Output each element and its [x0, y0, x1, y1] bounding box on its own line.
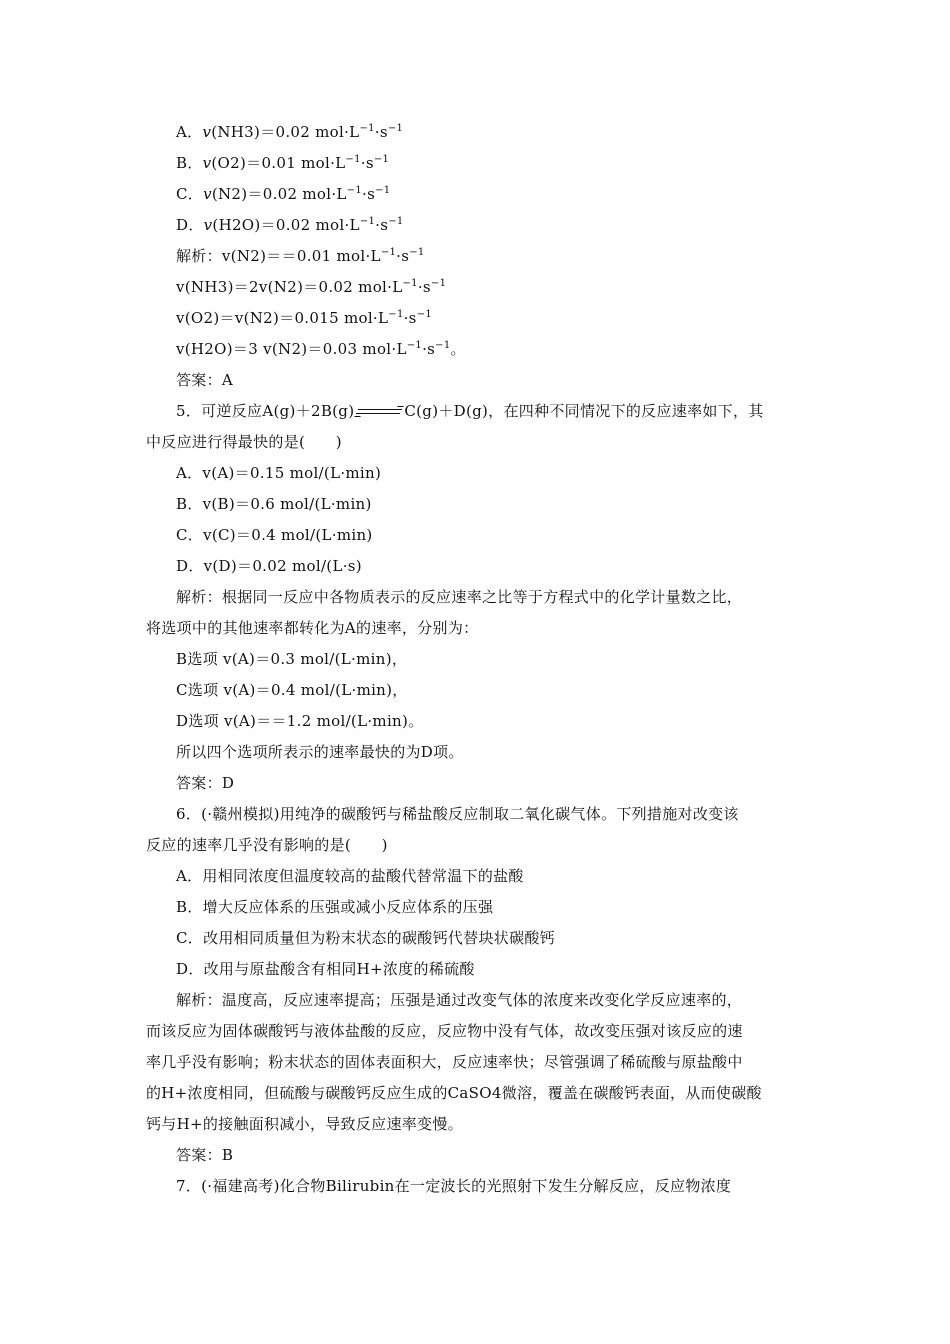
q6-analysis-continued: 的H+浓度相同，但硫酸与碳酸钙反应生成的CaSO4微溶，覆盖在碳酸钙表面，从而使碳酸 [146, 1084, 762, 1102]
q4-analysis-line: v(NH3)＝2v(N2)＝0.02 $mol\cdot L^{-1}\cdot s^{-1}$ [176, 278, 447, 296]
q6-option-d: D．改用与原盐酸含有相同H+浓度的稀硫酸 [176, 960, 475, 978]
q6-stem: 6．(·赣州模拟)用纯净的碳酸钙与稀盐酸反应制取二氧化碳气体。下列措施对改变该 [176, 805, 739, 823]
q5-option-b: B．v(B)＝0.6 mol/(L·min) [176, 495, 372, 513]
q4-option-d: D．v(H2O)＝0.02 $mol\cdot L^{-1}\cdot s^{-1}$ [176, 216, 404, 234]
q5-answer: 答案：D [176, 774, 235, 792]
q4-analysis-line: 解析：v(N2)＝＝0.01 $mol\cdot L^{-1}\cdot s^{-1}$ [176, 247, 425, 265]
q4-option-a: A．v(NH3)＝0.02 $mol\cdot L^{-1}\cdot s^{-1}$ [176, 123, 404, 141]
q5-stem: 5．可逆反应A(g)＋2B(g) C(g)＋D(g)，在四种不同情况下的反应速率如下，其 [176, 402, 764, 420]
q5-option-c: C．v(C)＝0.4 mol/(L·min) [176, 526, 373, 544]
q6-analysis-continued: 率几乎没有影响；粉末状态的固体表面积大，反应速率快；尽管强调了稀硫酸与原盐酸中 [146, 1053, 743, 1071]
q5-conclusion: 所以四个选项所表示的速率最快的为D项。 [176, 743, 464, 761]
q5-option-a: A．v(A)＝0.15 mol/(L·min) [176, 464, 382, 482]
q5-conversion-c: C选项 v(A)＝0.4 mol/(L·min)， [176, 681, 408, 699]
q4-analysis-line: v(O2)＝v(N2)＝0.015 $mol\cdot L^{-1}\cdot s^{-1}$ [176, 309, 433, 327]
q6-answer: 答案：B [176, 1146, 234, 1164]
q7-stem: 7．(·福建高考)化合物Bilirubin在一定波长的光照射下发生分解反应，反应物浓度 [176, 1177, 732, 1195]
q5-stem-continued: 中反应进行得最快的是( ) [146, 433, 342, 451]
q6-analysis-continued: 钙与H+的接触面积减小，导致反应速率变慢。 [146, 1115, 463, 1133]
q6-option-b: B．增大反应体系的压强或减小反应体系的压强 [176, 898, 494, 916]
q5-conversion-b: B选项 v(A)＝0.3 mol/(L·min)， [176, 650, 408, 668]
q6-analysis-continued: 而该反应为固体碳酸钙与液体盐酸的反应，反应物中没有气体，故改变压强对该反应的速 [146, 1022, 743, 1040]
q6-analysis: 解析：温度高，反应速率提高；压强是通过改变气体的浓度来改变化学反应速率的， [176, 991, 743, 1009]
q4-analysis-line: v(H2O)＝3 v(N2)＝0.03 $mol\cdot L^{-1}\cdot s^{-1}$。 [176, 340, 466, 358]
q6-option-a: A．用相同浓度但温度较高的盐酸代替常温下的盐酸 [176, 867, 524, 885]
q5-conversion-d: D选项 v(A)＝＝1.2 mol/(L·min)。 [176, 712, 424, 730]
q4-option-c: C．v(N2)＝0.02 $mol\cdot L^{-1}\cdot s^{-1}$ [176, 185, 391, 203]
q5-analysis-continued: 将选项中的其他速率都转化为A的速率，分别为： [146, 619, 479, 637]
q4-option-b: B．v(O2)＝0.01 $mol\cdot L^{-1}\cdot s^{-1}$ [176, 154, 390, 172]
reversible-arrow-icon [356, 406, 402, 418]
q5-option-d: D．v(D)＝0.02 mol/(L·s) [176, 557, 362, 575]
q6-option-c: C．改用相同质量但为粉末状态的碳酸钙代替块状碳酸钙 [176, 929, 555, 947]
q5-analysis: 解析：根据同一反应中各物质表示的反应速率之比等于方程式中的化学计量数之比， [176, 588, 743, 606]
q4-answer: 答案：A [176, 371, 234, 389]
q6-stem-continued: 反应的速率几乎没有影响的是( ) [146, 836, 388, 854]
